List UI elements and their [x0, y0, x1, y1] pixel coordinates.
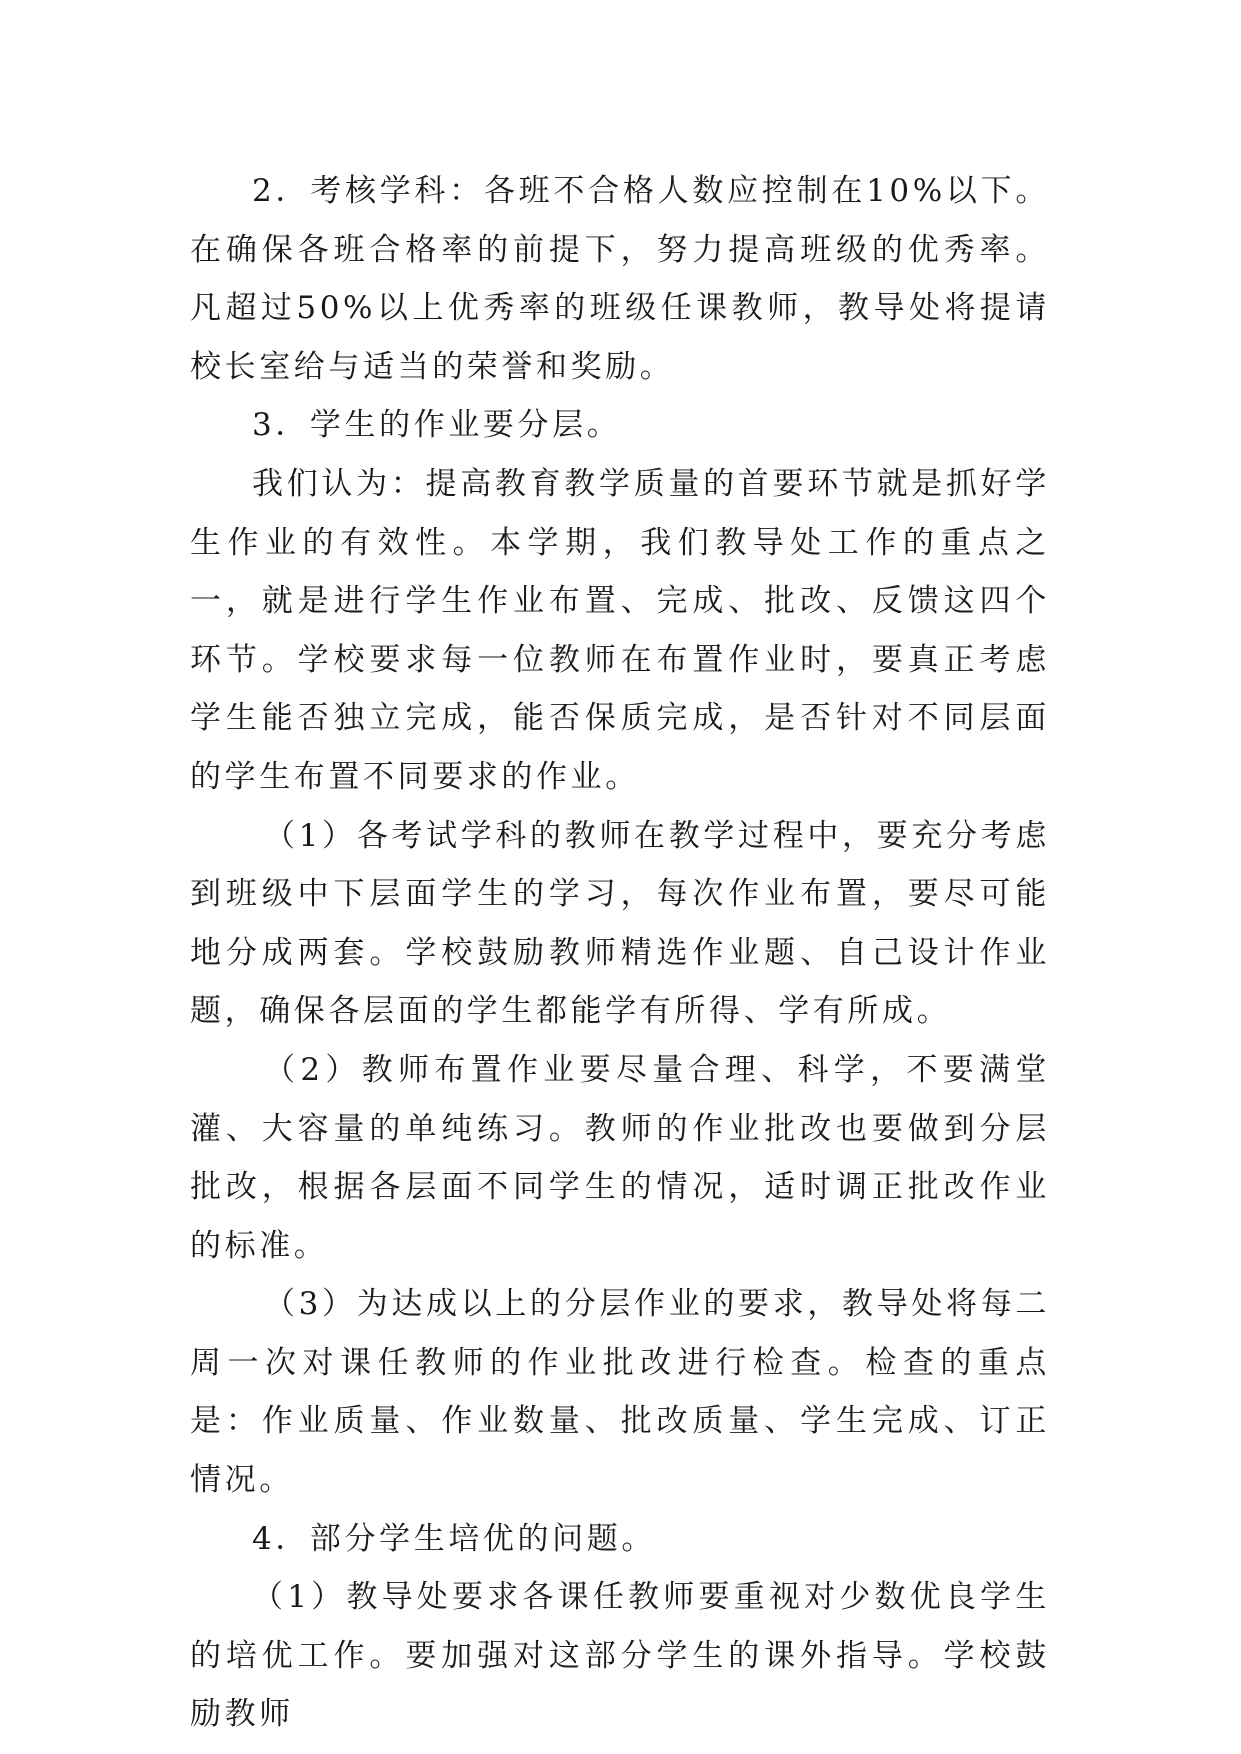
paragraph-homework-item-3: （3）为达成以上的分层作业的要求，教导处将每二周一次对课任教师的作业批改进行检查。检查的重点是：作业质量、作业数量、批改质量、学生完成、订正情况。: [190, 1286, 1050, 1499]
paragraph-homework-heading: 3．学生的作业要分层。: [252, 407, 622, 444]
paragraph-top-students-heading: 4．部分学生培优的问题。: [252, 1520, 656, 1557]
paragraph-homework-item-2: （2）教师布置作业要尽量合理、科学，不要满堂灌、大容量的单纯练习。教师的作业批改也要做到分层批改，根据各层面不同学生的情况，适时调正批改作业的标准。: [190, 1051, 1050, 1264]
paragraph-assessment-subjects: 2．考核学科：各班不合格人数应控制在10%以下。在确保各班合格率的前提下，努力提高班级的优秀率。凡超过50%以上优秀率的班级任课教师，教导处将提请校长室给与适当的荣誉和奖励。: [190, 173, 1050, 385]
paragraph-homework-item-1: （1）各考试学科的教师在教学过程中，要充分考虑到班级中下层面学生的学习，每次作业布置，要尽可能地分成两套。学校鼓励教师精选作业题、自己设计作业题，确保各层面的学生都能学有所得、学有所成。: [190, 817, 1050, 1030]
document-body: [190, 162, 1050, 1744]
paragraph-top-students-item-1: （1）教导处要求各课任教师要重视对少数优良学生的培优工作。要加强对这部分学生的课外指导。学校鼓励教师: [190, 1579, 1050, 1733]
paragraph-homework-intro: 我们认为：提高教育教学质量的首要环节就是抓好学生作业的有效性。本学期，我们教导处工作的重点之一，就是进行学生作业布置、完成、批改、反馈这四个环节。学校要求每一位教师在布置作业时，要真正考虑学生能否独立完成，能否保质完成，是否针对不同层面的学生布置不同要求的作业。: [190, 465, 1050, 795]
